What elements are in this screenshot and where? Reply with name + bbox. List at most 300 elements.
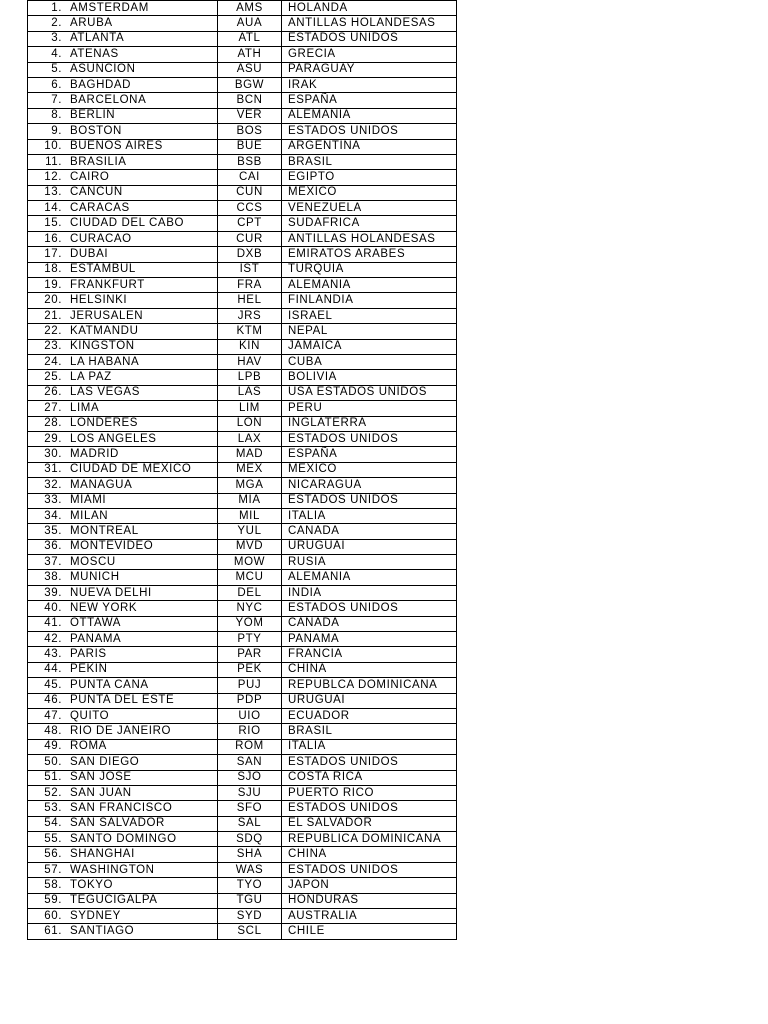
country-name: PERU [282,401,457,416]
table-row [28,139,457,154]
country-name: IRAK [282,77,457,92]
airport-code: MOW [218,555,282,570]
city-cell [28,878,218,893]
country-name: PANAMA [282,632,457,647]
city-name: BUENOS AIRES [70,140,163,153]
city-cell [28,154,218,169]
airport-code: ATH [218,47,282,62]
row-number: 39. [44,586,62,599]
table-row [28,1,457,16]
row-number: 20. [44,294,62,307]
city-cell [28,724,218,739]
airport-code: TGU [218,893,282,908]
country-name: ESTADOS UNIDOS [282,601,457,616]
city-name: CANCUN [70,186,123,199]
table-body [28,1,457,940]
row-number: 9. [51,124,62,137]
table-row [28,339,457,354]
country-name: ESPAÑA [282,93,457,108]
city-cell [28,755,218,770]
airport-code: SAL [218,816,282,831]
airport-code: YOM [218,616,282,631]
row-number: 21. [44,309,62,322]
table-row [28,77,457,92]
country-name: HOLANDA [282,1,457,16]
table-row [28,278,457,293]
airport-code: MVD [218,539,282,554]
country-name: JAMAICA [282,339,457,354]
table-row [28,262,457,277]
country-name: EGIPTO [282,170,457,185]
country-name: ARGENTINA [282,139,457,154]
city-cell [28,832,218,847]
city-name: MANAGUA [70,478,133,491]
city-cell [28,16,218,31]
row-number: 60. [44,909,62,922]
country-name: CUBA [282,354,457,369]
row-number: 28. [44,417,62,430]
country-name: CANADA [282,616,457,631]
country-name: VENEZUELA [282,201,457,216]
country-name: ANTILLAS HOLANDESAS [282,231,457,246]
city-name: BRASILIA [70,155,127,168]
row-number: 32. [44,478,62,491]
city-cell [28,693,218,708]
city-name: OTTAWA [70,617,122,630]
country-name: ECUADOR [282,708,457,723]
city-cell [28,893,218,908]
row-number: 27. [44,401,62,414]
table-row [28,462,457,477]
city-name: PANAMA [70,632,122,645]
table-row [28,478,457,493]
row-number: 6. [51,78,62,91]
city-name: BERLIN [70,109,116,122]
airport-code: AMS [218,1,282,16]
table-row [28,231,457,246]
airport-code: UIO [218,708,282,723]
city-name: CIUDAD DEL CABO [70,217,185,230]
city-name: PUNTA DEL ESTE [70,694,175,707]
city-cell [28,493,218,508]
city-name: TOKYO [70,878,114,891]
airport-code: SJU [218,785,282,800]
city-name: MIAMI [70,494,107,507]
row-number: 35. [44,524,62,537]
country-name: ESTADOS UNIDOS [282,801,457,816]
table-row [28,601,457,616]
row-number: 7. [51,94,62,107]
city-cell [28,447,218,462]
table-row [28,354,457,369]
country-name: ESTADOS UNIDOS [282,124,457,139]
city-cell [28,139,218,154]
city-cell [28,662,218,677]
airport-code: PDP [218,693,282,708]
city-cell [28,601,218,616]
table-row [28,47,457,62]
table-row [28,416,457,431]
row-number: 11. [45,155,62,168]
table-row [28,632,457,647]
row-number: 56. [44,848,62,861]
city-cell [28,431,218,446]
airport-code: RIO [218,724,282,739]
city-cell [28,816,218,831]
airport-code: FRA [218,278,282,293]
table-row [28,862,457,877]
city-cell [28,632,218,647]
country-name: ISRAEL [282,308,457,323]
country-name: SUDAFRICA [282,216,457,231]
city-name: DUBAI [70,247,109,260]
city-cell [28,185,218,200]
country-name: URUGUAI [282,539,457,554]
table-row [28,755,457,770]
airport-code: JRS [218,308,282,323]
city-name: SAN DIEGO [70,755,140,768]
city-name: MONTREAL [70,524,139,537]
airport-code: PEK [218,662,282,677]
city-name: LA PAZ [70,371,112,384]
country-name: INGLATERRA [282,416,457,431]
city-cell [28,909,218,924]
country-name: CHINA [282,847,457,862]
city-cell [28,585,218,600]
city-cell [28,678,218,693]
airport-code: BGW [218,77,282,92]
row-number: 49. [44,740,62,753]
table-row [28,555,457,570]
airport-code: SYD [218,909,282,924]
table-row [28,616,457,631]
city-cell [28,93,218,108]
table-row [28,924,457,939]
table-row [28,539,457,554]
city-cell [28,862,218,877]
row-number: 46. [44,694,62,707]
city-cell [28,1,218,16]
table-row [28,801,457,816]
table-row [28,108,457,123]
city-name: PARIS [70,648,107,661]
country-name: PARAGUAY [282,62,457,77]
row-number: 4. [51,47,62,60]
row-number: 41. [44,617,62,630]
airport-code: MGA [218,478,282,493]
city-name: SAN FRANCISCO [70,802,173,814]
table-row [28,324,457,339]
country-name: PUERTO RICO [282,785,457,800]
city-name: LONDERES [70,417,139,430]
country-name: URUGUAI [282,693,457,708]
table-row [28,385,457,400]
table-row [28,878,457,893]
airport-code: SJO [218,770,282,785]
city-name: HELSINKI [70,294,128,307]
city-cell [28,508,218,523]
table-row [28,293,457,308]
city-name: BOSTON [70,124,122,137]
row-number: 19. [44,278,62,291]
table-row [28,431,457,446]
row-number: 13. [44,186,62,199]
city-name: AMSTERDAM [70,1,149,14]
table-row [28,847,457,862]
airport-code: SDQ [218,832,282,847]
table-row [28,785,457,800]
city-cell [28,231,218,246]
row-number: 59. [44,894,62,907]
row-number: 24. [44,355,62,368]
city-cell [28,308,218,323]
city-cell [28,924,218,939]
country-name: BRASIL [282,724,457,739]
city-cell [28,262,218,277]
city-name: CAIRO [70,170,110,183]
city-cell [28,462,218,477]
city-cell [28,385,218,400]
airport-code: LIM [218,401,282,416]
airport-code: PAR [218,647,282,662]
table-row [28,31,457,46]
city-name: ROMA [70,740,107,753]
table-row [28,724,457,739]
airport-code: CUR [218,231,282,246]
airport-code: LAX [218,431,282,446]
country-name: ESTADOS UNIDOS [282,493,457,508]
table-row [28,370,457,385]
airport-codes-table [27,0,457,940]
airport-code: ROM [218,739,282,754]
country-name: ESPAÑA [282,447,457,462]
table-row [28,708,457,723]
row-number: 43. [44,648,62,661]
row-number: 22. [44,324,62,337]
city-name: CURACAO [70,232,132,245]
airport-code: DEL [218,585,282,600]
row-number: 25. [44,371,62,384]
city-cell [28,216,218,231]
airport-code: MCU [218,570,282,585]
table-row [28,508,457,523]
airport-code: BCN [218,93,282,108]
table-row [28,678,457,693]
table-row [28,909,457,924]
city-cell [28,77,218,92]
country-name: ALEMANIA [282,108,457,123]
city-cell [28,62,218,77]
city-name: SAN SALVADOR [70,817,165,830]
city-cell [28,801,218,816]
country-name: GRECIA [282,47,457,62]
airport-code: SFO [218,801,282,816]
country-name: ALEMANIA [282,278,457,293]
city-cell [28,739,218,754]
city-cell [28,647,218,662]
city-name: SAN JOSE [70,771,132,784]
country-name: EL SALVADOR [282,816,457,831]
row-number: 37. [44,555,62,568]
city-cell [28,770,218,785]
country-name: ANTILLAS HOLANDESAS [282,16,457,31]
city-name: LOS ANGELES [70,432,157,445]
table-row [28,447,457,462]
city-name: MUNICH [70,571,120,584]
row-number: 31. [44,463,62,476]
row-number: 48. [44,725,62,738]
country-name: FRANCIA [282,647,457,662]
city-name: SAN JUAN [70,786,132,799]
table-row [28,524,457,539]
country-name: MEXICO [282,462,457,477]
country-name: ESTADOS UNIDOS [282,755,457,770]
airport-code: LPB [218,370,282,385]
row-number: 26. [44,386,62,399]
row-number: 17. [44,247,62,260]
city-cell [28,247,218,262]
city-name: SANTO DOMINGO [70,832,177,845]
airport-code: LON [218,416,282,431]
airport-code: MAD [218,447,282,462]
city-name: LA HABANA [70,355,140,368]
airport-code: MEX [218,462,282,477]
airport-code: YUL [218,524,282,539]
airport-code: CCS [218,201,282,216]
city-name: CIUDAD DE MEXICO [70,463,192,476]
table-row [28,185,457,200]
row-number: 5. [51,63,62,76]
row-number: 18. [44,263,62,276]
city-cell [28,616,218,631]
city-name: ASUNCION [70,63,136,76]
row-number: 34. [44,509,62,522]
table-row [28,16,457,31]
city-cell [28,124,218,139]
airport-code: LAS [218,385,282,400]
airport-code: WAS [218,862,282,877]
city-cell [28,201,218,216]
city-cell [28,324,218,339]
city-cell [28,785,218,800]
country-name: ESTADOS UNIDOS [282,862,457,877]
city-name: WASHINGTON [70,863,155,876]
city-cell [28,570,218,585]
table-row [28,124,457,139]
document-page [27,0,456,940]
table-row [28,216,457,231]
city-cell [28,278,218,293]
city-cell [28,708,218,723]
country-name: ITALIA [282,739,457,754]
country-name: CHINA [282,662,457,677]
city-name: BARCELONA [70,94,147,107]
table-row [28,247,457,262]
airport-code: BUE [218,139,282,154]
city-name: ARUBA [70,17,113,30]
table-row [28,62,457,77]
city-cell [28,847,218,862]
row-number: 61. [44,925,62,938]
table-row [28,770,457,785]
row-number: 23. [44,340,62,353]
country-name: REPUBLCA DOMINICANA [282,678,457,693]
row-number: 1. [51,1,62,14]
city-cell [28,539,218,554]
city-name: MADRID [70,448,119,461]
row-number: 47. [44,709,62,722]
airport-code: BSB [218,154,282,169]
row-number: 45. [44,678,62,691]
table-row [28,585,457,600]
city-name: SHANGHAI [70,848,135,861]
country-name: ITALIA [282,508,457,523]
table-row [28,739,457,754]
row-number: 51. [44,771,62,784]
airport-code: MIA [218,493,282,508]
city-cell [28,31,218,46]
table-row [28,693,457,708]
table-row [28,308,457,323]
airport-code: HAV [218,354,282,369]
city-cell [28,293,218,308]
city-cell [28,416,218,431]
city-name: JERUSALEN [70,309,144,322]
table-row [28,93,457,108]
row-number: 38. [44,571,62,584]
airport-code: ATL [218,31,282,46]
city-name: TEGUCIGALPA [70,894,158,907]
row-number: 10. [44,140,62,153]
row-number: 36. [44,540,62,553]
city-cell [28,524,218,539]
row-number: 57. [44,863,62,876]
city-name: RIO DE JANEIRO [70,725,172,738]
country-name: ESTADOS UNIDOS [282,31,457,46]
table-row [28,816,457,831]
airport-code: SHA [218,847,282,862]
airport-code: VER [218,108,282,123]
row-number: 16. [44,232,62,245]
country-name: USA ESTADOS UNIDOS [282,385,457,400]
row-number: 2. [51,17,62,30]
country-name: CANADA [282,524,457,539]
row-number: 12. [44,170,62,183]
row-number: 14. [44,201,62,214]
airport-code: DXB [218,247,282,262]
row-number: 42. [44,632,62,645]
city-name: LIMA [70,401,100,414]
airport-code: AUA [218,16,282,31]
table-row [28,893,457,908]
city-name: LAS VEGAS [70,386,140,399]
airport-code: ASU [218,62,282,77]
city-name: NUEVA DELHI [70,586,152,599]
city-cell [28,478,218,493]
city-name: SYDNEY [70,909,121,922]
table-row [28,570,457,585]
country-name: REPUBLICA DOMINICANA [282,832,457,847]
city-name: MONTEVIDEO [70,540,154,553]
row-number: 15. [44,217,62,230]
table-row [28,647,457,662]
city-name: CARACAS [70,201,130,214]
airport-code: BOS [218,124,282,139]
row-number: 55. [44,832,62,845]
city-name: QUITO [70,709,110,722]
country-name: MEXICO [282,185,457,200]
row-number: 44. [44,663,62,676]
